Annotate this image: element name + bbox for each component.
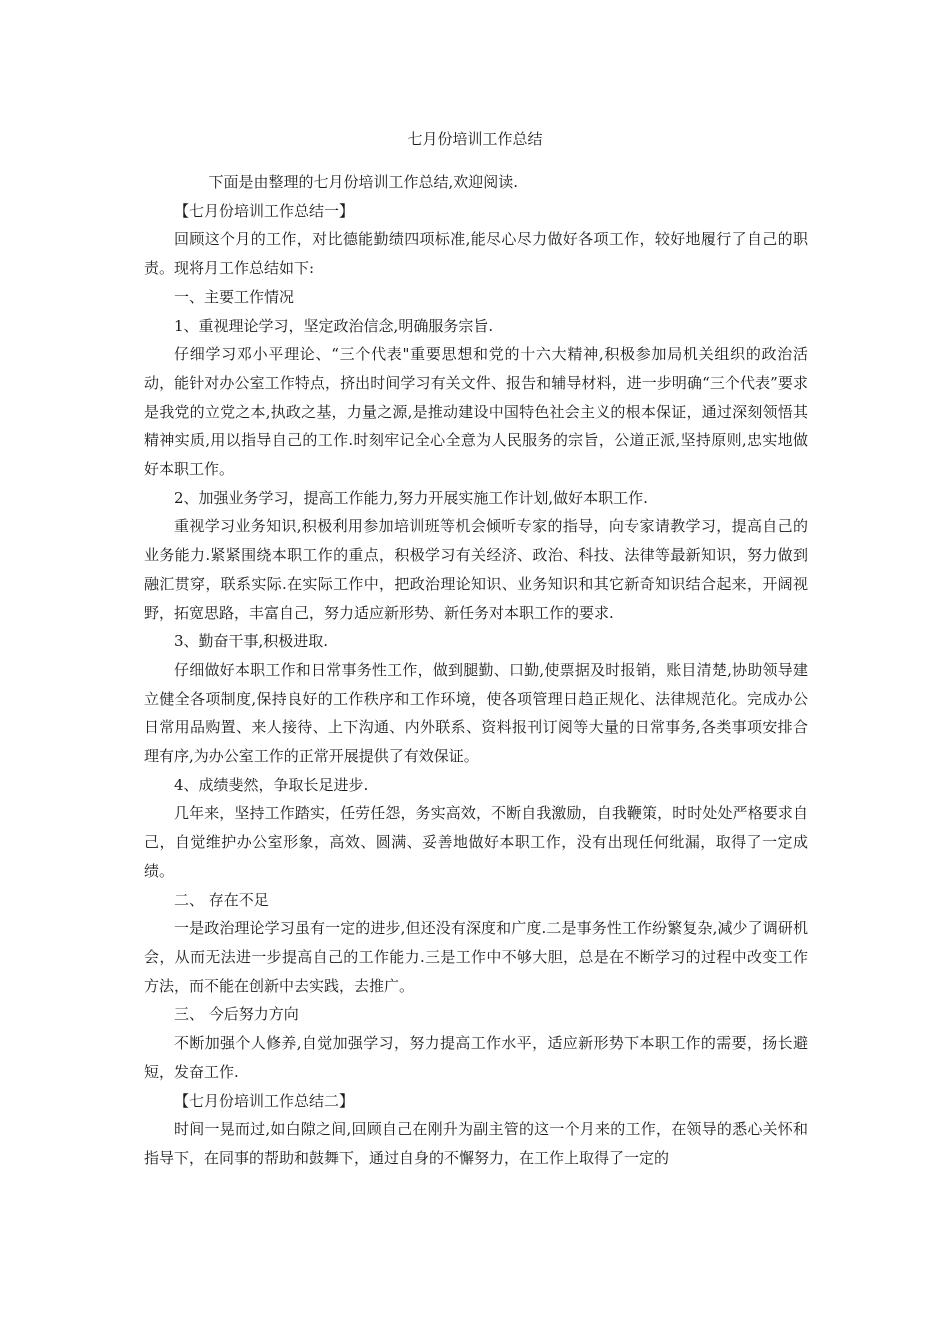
body-paragraph: 1、重视理论学习，坚定政治信念,明确服务宗旨. [174, 316, 494, 335]
body-paragraph: 一是政治理论学习虽有一定的进步,但还没有深度和广度.二是事务性工作纷繁复杂,减少了调研机会，从而无法进一步提高自己的工作能力.三是工作中不够大胆，总是在不断学习的过程中改变工作方法，而不能在创新中去实践，去推广。 [144, 919, 808, 995]
body-paragraph: 二、 存在不足 [174, 890, 269, 909]
body-paragraph: 【七月份培训工作总结二】 [174, 1091, 355, 1110]
body-paragraph: 三、 今后努力方向 [174, 1005, 299, 1024]
body-paragraph: 几年来，坚持工作踏实，任劳任怨，务实高效，不断自我激励，自我鞭策，时时处处严格要求自己，自觉维护办公室形象，高效、圆满、妥善地做好本职工作，没有出现任何纰漏，取得了一定成绩。 [144, 804, 808, 880]
body-paragraph: 重视学习业务知识,积极利用参加培训班等机会倾听专家的指导，向专家请教学习，提高自己的业务能力.紧紧围绕本职工作的重点，积极学习有关经济、政治、科技、法律等最新知识，努力做到融汇贯穿，联系实际.在实际工作中，把政治理论知识、业务知识和其它新奇知识结合起来，开阔视野，拓宽思路，丰富自己，努力适应新形势、新任务对本职工作的要求. [144, 517, 808, 622]
body-paragraph: 仔细做好本职工作和日常事务性工作，做到腿勤、口勤,使票据及时报销，账目清楚,协助领导建立健全各项制度,保持良好的工作秩序和工作环境，使各项管理日趋正规化、法律规范化。完成办公日常用品购置、来人接待、上下沟通、内外联系、资料报刊订阅等大量的日常事务,各类事项安排合理有序,为办公室工作的正常开展提供了有效保证。 [144, 660, 808, 766]
body-paragraph: 不断加强个人修养,自觉加强学习，努力提高工作水平，适应新形势下本职工作的需要，扬长避短，发奋工作. [144, 1034, 808, 1081]
document-body [144, 168, 808, 1173]
body-paragraph: 回顾这个月的工作，对比德能勤绩四项标准,能尽心尽力做好各项工作，较好地履行了自己的职责。现将月工作总结如下: [144, 230, 808, 278]
body-paragraph: 仔细学习邓小平理论、“三个代表"重要思想和党的十六大精神,积极参加局机关组织的政治活动，能针对办公室工作特点，挤出时间学习有关文件、报告和辅导材料，进一步明确“三个代表”要求是我党的立党之本,执政之基，力量之源,是推动建设中国特色社会主义的根本保证，通过深刻领悟其精神实质,用以指导自己的工作.时刻牢记全心全意为人民服务的宗旨，公道正派,坚持原则,忠实地做好本职工作。 [144, 345, 808, 479]
body-paragraph: 时间一晃而过,如白隙之间,回顾自己在刚升为副主管的这一个月来的工作，在领导的悉心关怀和指导下，在同事的帮助和鼓舞下，通过自身的不懈努力，在工作上取得了一定的 [144, 1120, 808, 1167]
body-paragraph: 【七月份培训工作总结一】 [174, 201, 355, 220]
body-paragraph: 2、加强业务学习，提高工作能力,努力开展实施工作计划,做好本职工作. [174, 488, 648, 507]
body-paragraph: 4、成绩斐然，争取长足进步. [174, 775, 369, 794]
body-paragraph: 下面是由整理的七月份培训工作总结,欢迎阅读. [208, 173, 519, 191]
body-paragraph: 3、勤奋干事,积极进取. [174, 632, 329, 651]
body-paragraph: 一、主要工作情况 [174, 287, 295, 306]
document-title: 七月份培训工作总结 [407, 130, 543, 148]
